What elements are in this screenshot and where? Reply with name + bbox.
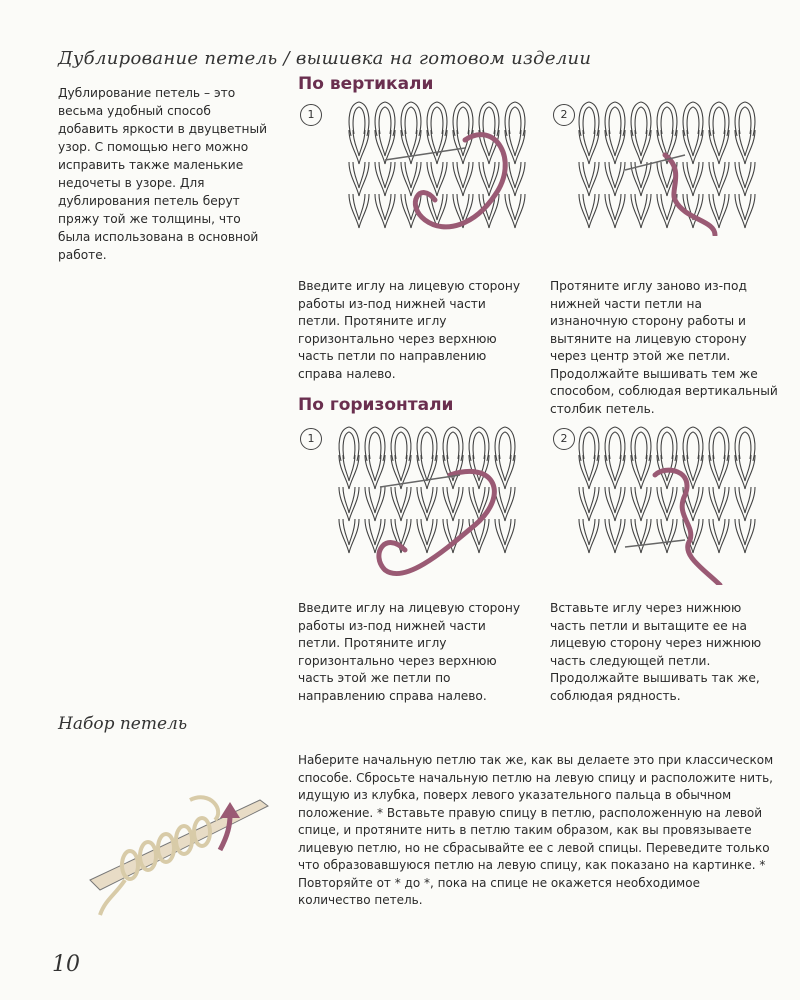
page-title: Дублирование петель / вышивка на готовом изделии — [58, 48, 592, 69]
yarn-strand — [665, 155, 715, 235]
horizontal-step-2-number: 2 — [553, 428, 575, 450]
cast-on-paragraph: Наберите начальную петлю так же, как вы делаете это при классическом способе. Сбросьте начальную петлю на левую спицу и расположите нить, идущую из клубка, поверх левого указательного пальца в обычном положение. * Вставьте правую спицу в петлю, расположенную на левой спице, и протяните нить в петлю таким образом, как вы провязываете лицевую петлю, но не сбрасывайте ее с левой спицы. Переведите только что образовавшуюся петлю на левую спицу, как показано на картинке. * Повторяйте от * до *, пока на спице не окажется необходимое количество петель. — [298, 753, 774, 907]
arrow-head-icon — [220, 802, 240, 818]
horizontal-step-1-caption: Введите иглу на лицевую сторону работы из-под нижней части петли. Протяните иглу горизонтально через верхнюю часть этой же петли по направлению справа налево. — [298, 601, 521, 703]
page-number: 10 — [52, 952, 80, 977]
intro-paragraph: Дублирование петель – это весьма удобный способ добавить яркости в двуцветный узор. С помощью него можно исправить также маленькие недочеты в узоре. Для дублирования петель берут пряжу той же толщины, что была использована в основной работе. — [58, 86, 268, 262]
vertical-step-1-number: 1 — [300, 104, 322, 126]
vertical-step-1-illustration — [345, 100, 529, 236]
needle — [90, 800, 268, 890]
needle — [380, 475, 460, 487]
vertical-step-1-caption: Введите иглу на лицевую сторону работы из-под нижней части петли. Протяните иглу горизонтально через верхнюю часть петли по направлению справа налево. — [298, 279, 521, 381]
horizontal-step-2-illustration — [575, 425, 759, 585]
needle — [385, 148, 465, 160]
horizontal-heading: По горизонтали — [298, 395, 454, 415]
yarn-loops — [100, 797, 218, 915]
vertical-heading: По вертикали — [298, 74, 434, 94]
horizontal-step-1-number: 1 — [300, 428, 322, 450]
vertical-step-2-number: 2 — [553, 104, 575, 126]
vertical-step-2-illustration — [575, 100, 759, 236]
horizontal-step-1-illustration — [335, 425, 519, 585]
cast-on-title: Набор петель — [58, 714, 188, 734]
needle — [625, 540, 685, 547]
vertical-step-2-caption: Протяните иглу заново из-под нижней части петли на изнаночную сторону работы и вытяните на лицевую сторону через центр этой же петли. Продолжайте вышивать тем же способом, соблюдая вертикальный столбик петель. — [550, 279, 778, 416]
cast-on-illustration — [70, 770, 280, 920]
horizontal-step-2-caption: Вставьте иглу через нижнюю часть петли и вытащите ее на лицевую сторону через нижнюю часть следующей петли. Продолжайте вышивать так же, соблюдая рядность. — [550, 601, 762, 703]
